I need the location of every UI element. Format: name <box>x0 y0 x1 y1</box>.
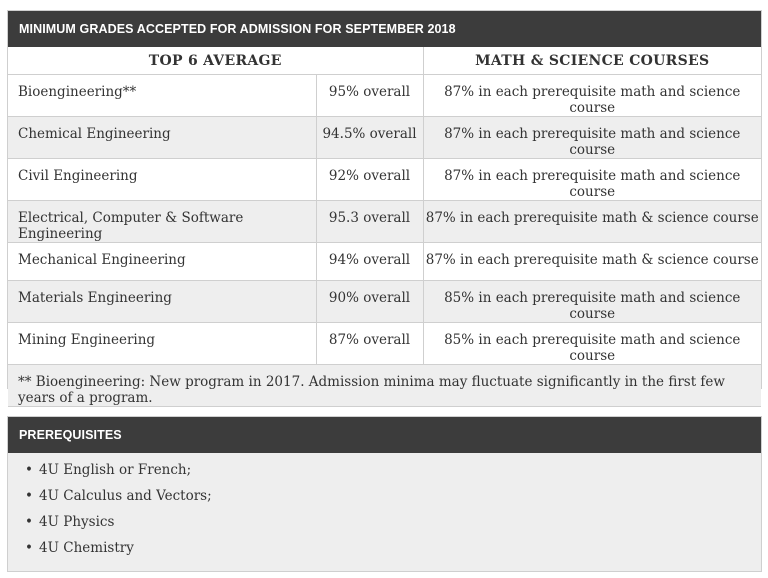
math-science-requirement: 87% in each prerequisite math & science course <box>423 243 761 281</box>
prerequisite-text: 4U English or French; <box>39 462 192 478</box>
math-science-requirement: 87% in each prerequisite math and science course <box>423 117 761 159</box>
program-name: Mining Engineering <box>8 323 316 365</box>
footnote: ** Bioengineering: New program in 2017. Admission minima may fluctuate significantly in the first few years of a program. <box>8 365 761 407</box>
list-item <box>25 539 761 565</box>
math-science-requirement: 87% in each prerequisite math & science course <box>423 201 761 243</box>
top6-average-value: 94.5% overall <box>316 117 423 159</box>
table-header-row <box>8 47 761 75</box>
top6-average-value: 95.3 overall <box>316 201 423 243</box>
admission-grades-panel <box>7 10 762 406</box>
program-name: Chemical Engineering <box>8 117 316 159</box>
table-row <box>8 159 761 201</box>
program-name: Electrical, Computer & Software Engineering <box>8 201 316 243</box>
table-row <box>8 281 761 323</box>
table-row <box>8 201 761 243</box>
prerequisites-list <box>8 453 761 571</box>
program-name: Mechanical Engineering <box>8 243 316 281</box>
program-name: Civil Engineering <box>8 159 316 201</box>
prerequisites-title: PREREQUISITES <box>8 417 761 453</box>
top6-average-value: 92% overall <box>316 159 423 201</box>
bullet-icon: • <box>25 540 33 556</box>
top6-average-value: 95% overall <box>316 75 423 117</box>
bullet-icon: • <box>25 514 33 530</box>
prerequisite-text: 4U Physics <box>39 514 115 530</box>
math-science-requirement: 85% in each prerequisite math and science course <box>423 323 761 365</box>
table-row <box>8 243 761 281</box>
bullet-icon: • <box>25 462 33 478</box>
table-row <box>8 323 761 365</box>
prerequisite-text: 4U Chemistry <box>39 540 134 556</box>
prerequisites-panel <box>7 416 762 572</box>
program-name: Materials Engineering <box>8 281 316 323</box>
bullet-icon: • <box>25 488 33 504</box>
grades-panel-title: MINIMUM GRADES ACCEPTED FOR ADMISSION FOR SEPTEMBER 2018 <box>8 11 761 47</box>
grades-table <box>8 47 761 407</box>
top6-average-value: 94% overall <box>316 243 423 281</box>
list-item <box>25 461 761 487</box>
prerequisite-text: 4U Calculus and Vectors; <box>39 488 212 504</box>
footnote-row <box>8 365 761 407</box>
table-row <box>8 75 761 117</box>
table-row <box>8 117 761 159</box>
math-science-requirement: 85% in each prerequisite math and science course <box>423 281 761 323</box>
math-science-requirement: 87% in each prerequisite math and science course <box>423 159 761 201</box>
top6-average-value: 87% overall <box>316 323 423 365</box>
program-name: Bioengineering** <box>8 75 316 117</box>
list-item <box>25 513 761 539</box>
math-science-requirement: 87% in each prerequisite math and science course <box>423 75 761 117</box>
math-science-header: MATH & SCIENCE COURSES <box>423 47 761 75</box>
top6-average-value: 90% overall <box>316 281 423 323</box>
list-item <box>25 487 761 513</box>
top6-average-header: TOP 6 AVERAGE <box>8 47 423 75</box>
